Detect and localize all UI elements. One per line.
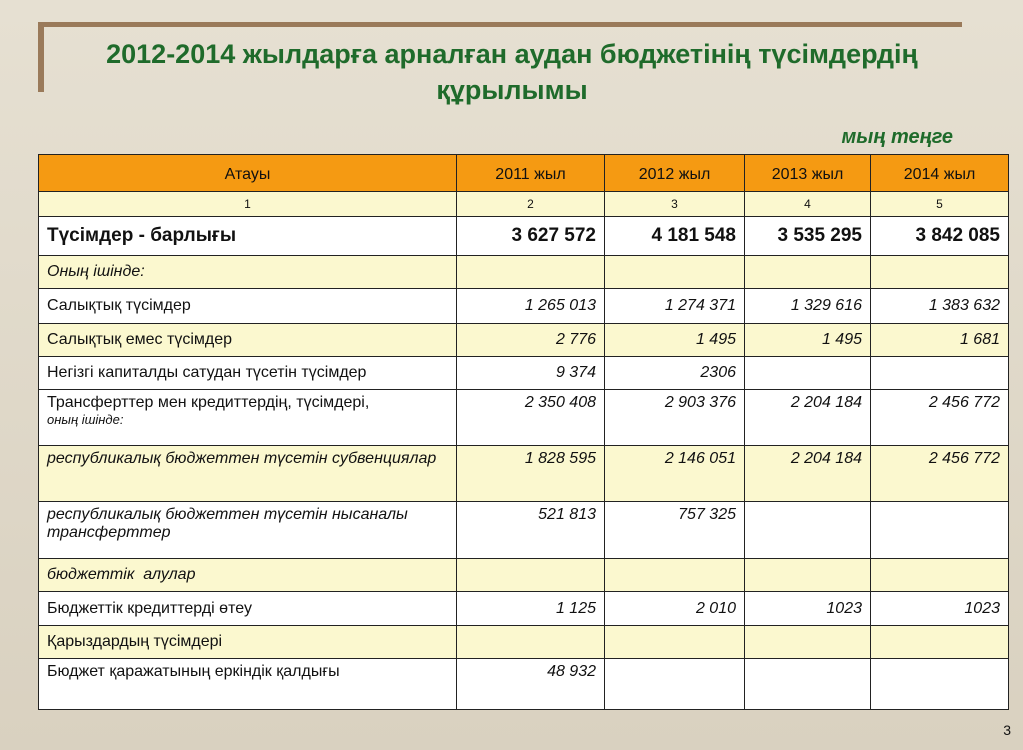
cell-value: 3 842 085 — [871, 217, 1009, 256]
cell-value — [745, 559, 871, 592]
cell-value — [871, 357, 1009, 390]
column-number: 2 — [457, 192, 605, 217]
decorative-bracket-left — [38, 22, 44, 92]
table-row — [39, 592, 1009, 626]
column-number: 5 — [871, 192, 1009, 217]
cell-value — [871, 559, 1009, 592]
header-2012: 2012 жыл — [605, 155, 745, 192]
unit-label: мың теңге — [841, 126, 953, 148]
row-label: Түсімдер - барлығы — [39, 217, 457, 256]
table-row — [39, 324, 1009, 357]
cell-value: 2 010 — [605, 592, 745, 626]
table-row — [39, 659, 1009, 710]
budget-table — [38, 154, 1009, 710]
cell-value: 1 383 632 — [871, 289, 1009, 324]
cell-value — [745, 659, 871, 710]
cell-value: 1 274 371 — [605, 289, 745, 324]
header-2011: 2011 жыл — [457, 155, 605, 192]
row-label: Салықтық түсімдер — [39, 289, 457, 324]
header-2014: 2014 жыл — [871, 155, 1009, 192]
row-label: бюджеттік алулар — [39, 559, 457, 592]
cell-value: 1 495 — [745, 324, 871, 357]
cell-value: 2 456 772 — [871, 390, 1009, 446]
cell-value: 2 204 184 — [745, 446, 871, 502]
table-row — [39, 446, 1009, 502]
cell-value — [745, 502, 871, 559]
cell-value — [605, 626, 745, 659]
cell-value — [745, 256, 871, 289]
row-label: Қарыздардың түсімдері — [39, 626, 457, 659]
cell-value: 2 903 376 — [605, 390, 745, 446]
cell-value: 2 146 051 — [605, 446, 745, 502]
cell-value: 48 932 — [457, 659, 605, 710]
cell-value — [605, 659, 745, 710]
row-label: Трансферттер мен кредиттердің, түсімдері, — [47, 394, 370, 411]
cell-value: 1 329 616 — [745, 289, 871, 324]
cell-value: 1 828 595 — [457, 446, 605, 502]
cell-value: 1023 — [871, 592, 1009, 626]
cell-value: 4 181 548 — [605, 217, 745, 256]
cell-value: 1 265 013 — [457, 289, 605, 324]
cell-value: 2 456 772 — [871, 446, 1009, 502]
table-row — [39, 256, 1009, 289]
cell-value: 2 776 — [457, 324, 605, 357]
header-name: Атауы — [39, 155, 457, 192]
row-label: Негізгі капиталды сатудан түсетін түсімдер — [39, 357, 457, 390]
row-label: Бюджет қаражатының еркіндік қалдығы — [39, 659, 457, 710]
slide-title: 2012-2014 жылдарға арналған аудан бюджетінің түсімдердің құрылымы — [106, 39, 918, 105]
row-label-cell — [39, 390, 457, 446]
cell-value — [871, 502, 1009, 559]
row-label: Оның ішінде: — [39, 256, 457, 289]
cell-value: 3 627 572 — [457, 217, 605, 256]
cell-value — [457, 626, 605, 659]
column-number: 1 — [39, 192, 457, 217]
cell-value — [745, 626, 871, 659]
cell-value — [871, 626, 1009, 659]
row-sublabel: оның ішінде: — [47, 412, 124, 427]
cell-value: 757 325 — [605, 502, 745, 559]
column-number: 4 — [745, 192, 871, 217]
table-row — [39, 559, 1009, 592]
cell-value: 3 535 295 — [745, 217, 871, 256]
cell-value — [457, 559, 605, 592]
table-row-total — [39, 217, 1009, 256]
row-label: республикалық бюджеттен түсетін нысаналы трансферттер — [39, 502, 457, 559]
cell-value: 2 350 408 — [457, 390, 605, 446]
cell-value — [745, 357, 871, 390]
table-row — [39, 390, 1009, 446]
cell-value — [871, 256, 1009, 289]
cell-value: 1023 — [745, 592, 871, 626]
cell-value: 1 125 — [457, 592, 605, 626]
column-number-row — [39, 192, 1009, 217]
cell-value: 2306 — [605, 357, 745, 390]
cell-value: 521 813 — [457, 502, 605, 559]
cell-value — [605, 559, 745, 592]
row-label: республикалық бюджеттен түсетін субвенциялар — [39, 446, 457, 502]
row-label: Салықтық емес түсімдер — [39, 324, 457, 357]
header-2013: 2013 жыл — [745, 155, 871, 192]
cell-value: 2 204 184 — [745, 390, 871, 446]
row-label: Бюджеттік кредиттерді өтеу — [39, 592, 457, 626]
table-header-row — [39, 155, 1009, 192]
table-row — [39, 502, 1009, 559]
page-number: 3 — [1003, 722, 1011, 738]
table-row — [39, 357, 1009, 390]
cell-value: 9 374 — [457, 357, 605, 390]
table-row — [39, 626, 1009, 659]
column-number: 3 — [605, 192, 745, 217]
cell-value — [871, 659, 1009, 710]
table-row — [39, 289, 1009, 324]
cell-value — [605, 256, 745, 289]
cell-value: 1 681 — [871, 324, 1009, 357]
decorative-bracket-top — [38, 22, 962, 27]
cell-value — [457, 256, 605, 289]
cell-value: 1 495 — [605, 324, 745, 357]
